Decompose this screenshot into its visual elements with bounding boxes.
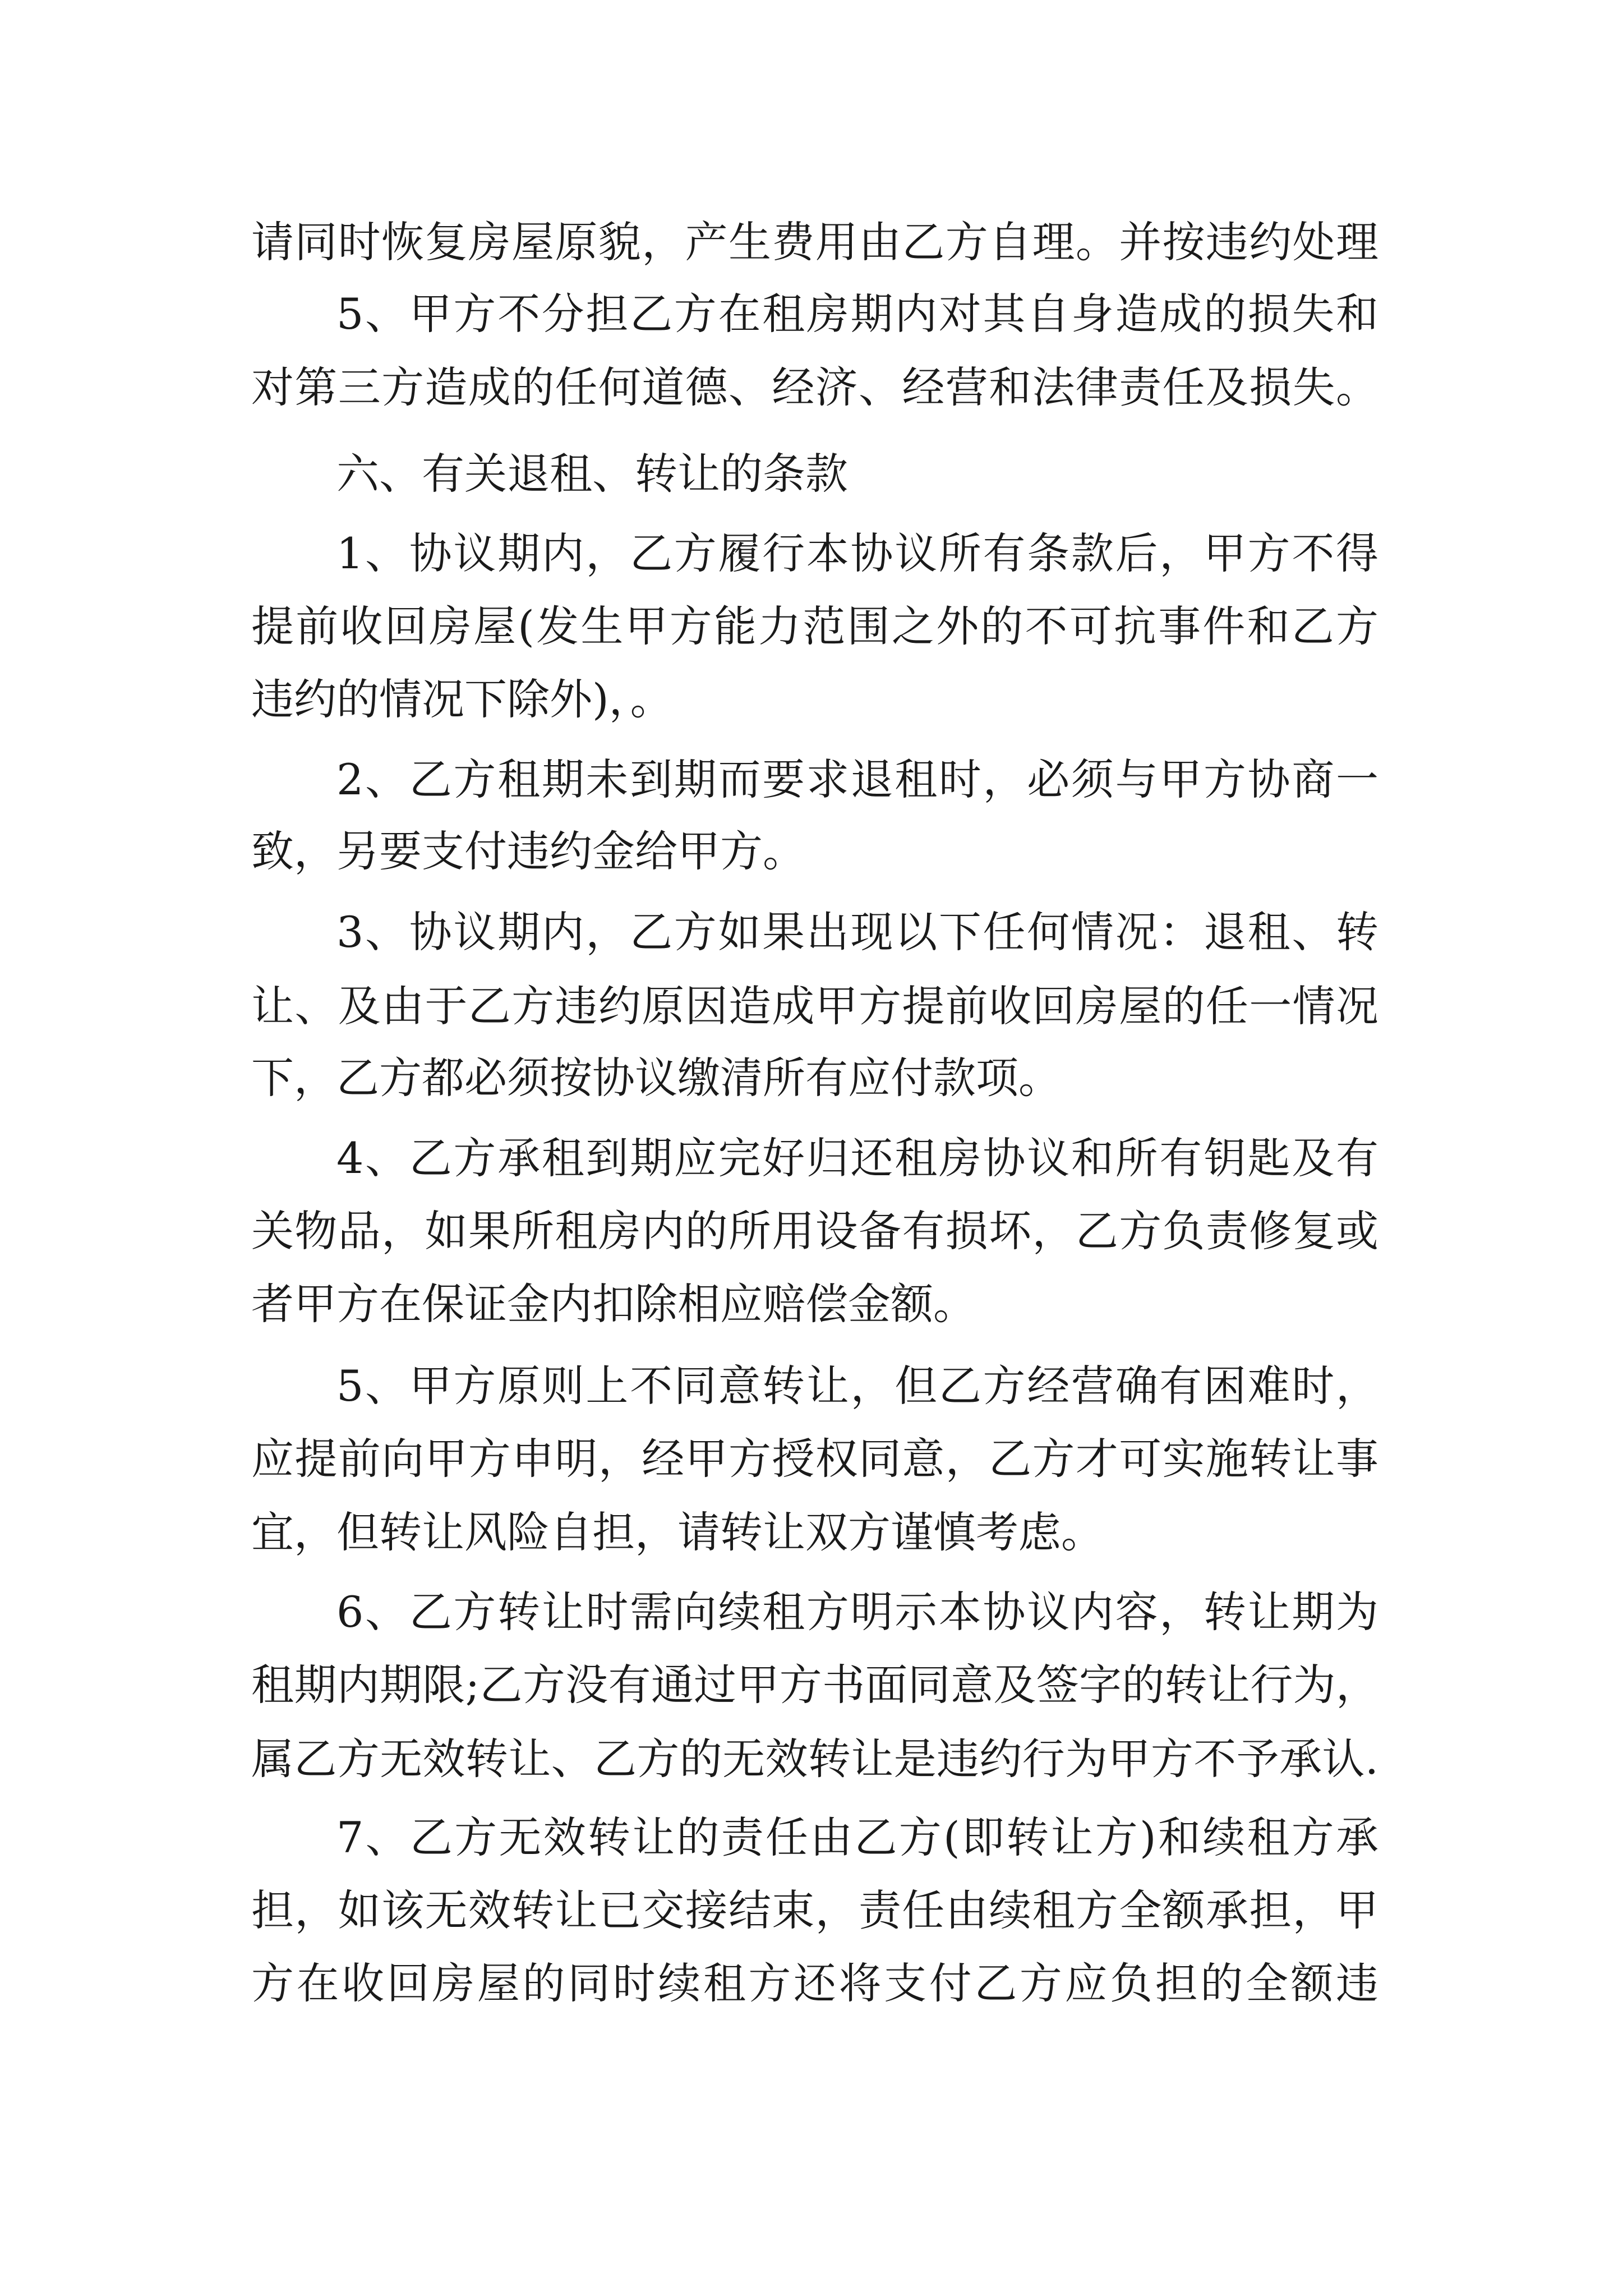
paragraph-line: 者甲方在保证金内扣除相应赔偿金额。 — [251, 1279, 976, 1329]
paragraph-line: 属乙方无效转让、乙方的无效转让是违约行为甲方不予承认. — [251, 1734, 1378, 1784]
paragraph-line: 4、乙方承租到期应完好归还租房协议和所有钥匙及有 — [336, 1133, 1378, 1183]
paragraph-line: 担，如该无效转让已交接结束，责任由续租方全额承担，甲 — [251, 1885, 1378, 1935]
paragraph-line: 关物品，如果所租房内的所用设备有损坏，乙方负责修复或 — [251, 1206, 1378, 1256]
paragraph-line: 3、协议期内，乙方如果出现以下任何情况：退租、转 — [336, 907, 1378, 957]
paragraph-line: 方在收回房屋的同时续租方还将支付乙方应负担的全额违 — [251, 1958, 1378, 2008]
paragraph-line: 1、协议期内，乙方履行本协议所有条款后，甲方不得 — [336, 528, 1378, 578]
paragraph-line: 7、乙方无效转让的责任由乙方(即转让方)和续租方承 — [336, 1812, 1378, 1862]
paragraph-line: 下，乙方都必须按协议缴清所有应付款项。 — [251, 1053, 1061, 1103]
paragraph-line: 让、及由于乙方违约原因造成甲方提前收回房屋的任一情况 — [251, 981, 1378, 1031]
paragraph-line: 违约的情况下除外)，。 — [251, 674, 673, 724]
paragraph-line: 5、甲方原则上不同意转让，但乙方经营确有困难时， — [336, 1361, 1378, 1411]
paragraph-line: 提前收回房屋(发生甲方能力范围之外的不可抗事件和乙方 — [251, 601, 1378, 651]
paragraph-line: 租期内期限;乙方没有通过甲方书面同意及签字的转让行为， — [251, 1660, 1378, 1710]
section-heading: 六、有关退租、转让的条款 — [336, 449, 848, 499]
paragraph-line: 宜，但转让风险自担，请转让双方谨慎考虑。 — [251, 1507, 1104, 1557]
paragraph-line: 对第三方造成的任何道德、经济、经营和法律责任及损失。 — [251, 362, 1378, 412]
paragraph-line: 应提前向甲方申明，经甲方授权同意，乙方才可实施转让事 — [251, 1434, 1378, 1484]
paragraph-line: 请同时恢复房屋原貌，产生费用由乙方自理。并按违约处理 — [251, 217, 1378, 267]
paragraph-line: 2、乙方租期未到期而要求退租时，必须与甲方协商一 — [336, 754, 1378, 804]
paragraph-line: 5、甲方不分担乙方在租房期内对其自身造成的损失和 — [336, 289, 1378, 339]
paragraph-line: 6、乙方转让时需向续租方明示本协议内容，转让期为 — [336, 1587, 1378, 1637]
paragraph-line: 致，另要支付违约金给甲方。 — [251, 826, 805, 876]
